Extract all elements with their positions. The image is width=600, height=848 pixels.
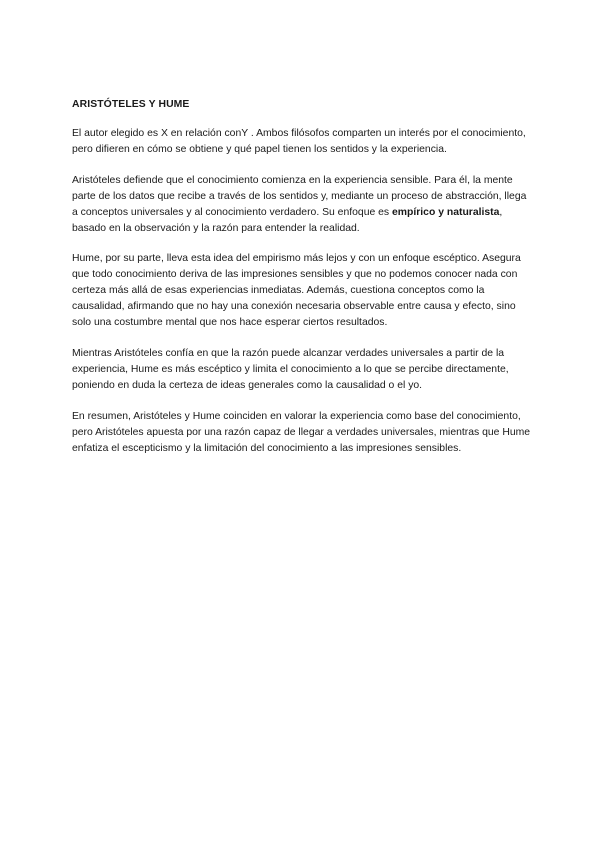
document-title: ARISTÓTELES Y HUME <box>72 99 190 110</box>
paragraph-aristoteles-text-before: Aristóteles defiende que el conocimiento comienza en la experiencia sensible. Para él, la mente parte de los datos que recibe a través de los sentidos y, mediante un proceso de abstracción, llega a conceptos universales y al conocimiento verdadero. Su enfoque es <box>72 174 527 218</box>
document-page <box>72 98 532 471</box>
paragraph-aristoteles-text-after: , basado en la observación y la razón para entender la realidad. <box>72 206 503 234</box>
paragraph-aristoteles <box>72 173 532 237</box>
paragraph-conclusion: En resumen, Aristóteles y Hume coinciden en valorar la experiencia como base del conocimiento, pero Aristóteles apuesta por una razón capaz de llegar a verdades universales, mientras que Hume enfatiza el escepticismo y la limitación del conocimiento a las impresiones sensibles. <box>72 410 531 454</box>
paragraph-aristoteles-bold-text: empírico y naturalista <box>392 206 500 218</box>
paragraph-hume: Hume, por su parte, lleva esta idea del empirismo más lejos y con un enfoque escéptico. Asegura que todo conocimiento deriva de las impresiones sensibles y que no podemos conocer nada con certeza más allá de esas experiencias inmediatas. Además, cuestiona conceptos como la causalidad, afirmando que no hay una conexión necesaria observable entre causa y efecto, sino solo una costumbre mental que nos hace esperar ciertos resultados. <box>72 253 521 329</box>
paragraph-intro: El autor elegido es X en relación conY . Ambos filósofos comparten un interés por el conocimiento, pero difieren en cómo se obtiene y qué papel tienen los sentidos y la experiencia. <box>72 128 526 155</box>
paragraph-comparison: Mientras Aristóteles confía en que la razón puede alcanzar verdades universales a partir de la experiencia, Hume es más escéptico y limita el conocimiento a lo que se percibe directamente, poniendo en duda la certeza de ideas generales como la causalidad o el yo. <box>72 347 509 391</box>
